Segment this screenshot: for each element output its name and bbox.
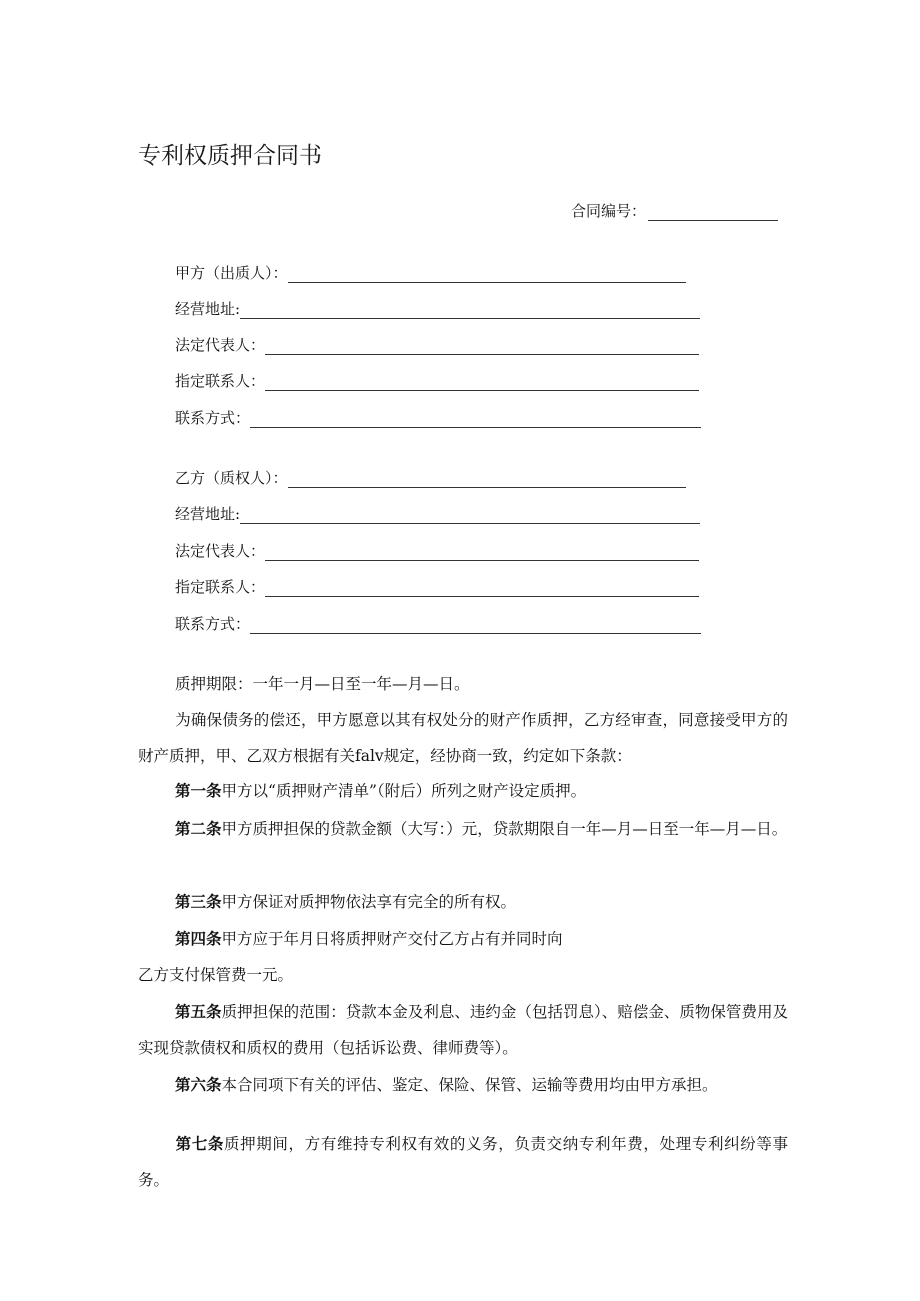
term-paragraph xyxy=(138,666,788,702)
party-b-name-label: 乙方（质权人）： xyxy=(175,469,288,487)
article-3 xyxy=(138,884,788,920)
contract-number-blank[interactable] xyxy=(648,204,778,221)
party-a-contact-label: 联系方式： xyxy=(175,409,251,427)
party-a-address-field xyxy=(175,298,700,319)
party-a-name-label: 甲方（出质人）： xyxy=(175,264,288,282)
contract-number xyxy=(571,200,778,221)
article-6-text: 本合同项下有关的评估、鉴定、保险、保管、运输等费用均由甲方承担。 xyxy=(221,1076,718,1094)
party-a-address-label: 经营地址: xyxy=(175,300,241,318)
party-a-contact-person-blank[interactable] xyxy=(265,376,699,391)
article-7-head: 第七条 xyxy=(175,1135,225,1153)
article-2 xyxy=(138,811,788,847)
party-a-rep-label: 法定代表人： xyxy=(175,336,266,354)
party-b-contact-person-blank[interactable] xyxy=(265,582,699,597)
party-a-rep-field xyxy=(175,334,699,355)
article-4-text: 甲方应于年月日将质押财产交付乙方占有并同时向 xyxy=(221,930,563,948)
party-a-name-field xyxy=(175,262,686,283)
party-b-contact-label: 联系方式： xyxy=(175,615,251,633)
party-b-rep-label: 法定代表人： xyxy=(175,542,266,560)
article-1 xyxy=(138,773,788,809)
party-b-contact-person-field xyxy=(175,576,699,597)
article-5-head: 第五条 xyxy=(175,1003,222,1021)
party-b-rep-blank[interactable] xyxy=(265,546,699,561)
party-a-contact-blank[interactable] xyxy=(250,413,701,428)
article-4-head: 第四条 xyxy=(175,930,222,948)
article-2-head: 第二条 xyxy=(175,820,222,838)
article-5 xyxy=(138,994,788,1066)
article-6-head: 第六条 xyxy=(175,1076,222,1094)
preamble-text: 为确保债务的偿还，甲方愿意以其有权处分的财产作质押，乙方经审查，同意接受甲方的财产质押，甲、乙双方根据有关falv规定，经协商一致，约定如下条款： xyxy=(138,711,788,765)
party-b-contact-field xyxy=(175,613,701,634)
article-7 xyxy=(138,1126,788,1198)
party-b-address-label: 经营地址: xyxy=(175,505,241,523)
party-b-name-blank[interactable] xyxy=(288,473,686,488)
party-a-contact-field xyxy=(175,407,701,428)
party-b-address-field xyxy=(175,503,700,524)
preamble-paragraph xyxy=(138,702,788,774)
article-2-text: 甲方质押担保的贷款金额（大写：）元，贷款期限自一年—月—日至一年—月—日。 xyxy=(221,820,788,838)
party-a-address-blank[interactable] xyxy=(240,304,700,319)
article-3-head: 第三条 xyxy=(175,893,222,911)
article-3-text: 甲方保证对质押物依法享有完全的所有权。 xyxy=(221,893,517,911)
party-b-rep-field xyxy=(175,540,699,561)
contract-number-label: 合同编号： xyxy=(571,202,647,220)
party-b-address-blank[interactable] xyxy=(240,509,700,524)
party-a-contact-person-label: 指定联系人： xyxy=(175,372,266,390)
party-a-name-blank[interactable] xyxy=(288,268,686,283)
article-4 xyxy=(138,921,788,993)
party-a-rep-blank[interactable] xyxy=(265,340,699,355)
party-a-contact-person-field xyxy=(175,370,699,391)
document-title: 专利权质押合同书 xyxy=(138,143,322,169)
party-b-contact-blank[interactable] xyxy=(250,619,701,634)
article-5-text: 质押担保的范围：贷款本金及利息、违约金（包括罚息）、赔偿金、质物保管费用及实现贷款债权和质权的费用（包括诉讼费、律师费等）。 xyxy=(138,1003,788,1057)
article-7-text: 质押期间，方有维持专利权有效的义务，负责交纳专利年费，处理专利纠纷等事务。 xyxy=(138,1135,788,1189)
article-1-text: 甲方以“质押财产清单”（附后）所列之财产设定质押。 xyxy=(221,782,587,800)
term-text: 质押期限：一年一月—日至一年—月—日。 xyxy=(175,675,470,693)
party-b-contact-person-label: 指定联系人： xyxy=(175,578,266,596)
article-1-head: 第一条 xyxy=(175,782,222,800)
article-6 xyxy=(138,1067,788,1103)
party-b-name-field xyxy=(175,467,686,488)
article-4-text-line2: 乙方支付保管费一元。 xyxy=(138,966,294,984)
